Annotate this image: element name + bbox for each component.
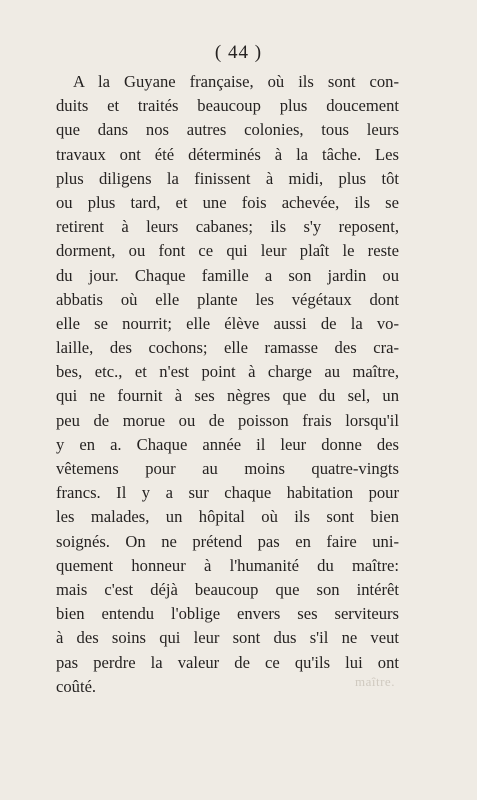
text-line: abbatis où elle plante les végétaux dont <box>56 289 399 309</box>
show-through-text: maître. <box>355 674 395 689</box>
text-line: travaux ont été déterminés à la tâche. Les <box>56 144 399 164</box>
text-line: les malades, un hôpital où ils sont bien <box>56 507 399 527</box>
text-line: qui ne fournit à ses nègres que du sel, un <box>56 386 399 406</box>
text-line: duits et traités beaucoup plus doucement <box>56 96 399 116</box>
text-line: ou plus tard, et une fois achevée, ils se <box>56 192 399 212</box>
text-line: bes, etc., et n'est point à charge au maître, <box>56 362 399 382</box>
text-line: du jour. Chaque famille a son jardin ou <box>56 265 399 285</box>
text-line: dorment, ou font ce qui leur plaît le reste <box>56 241 399 261</box>
text-line: retirent à leurs cabanes; ils s'y reposent, <box>56 217 399 237</box>
page-number: ( 44 ) <box>214 42 263 63</box>
text-line: elle se nourrit; elle élève aussi de la vo- <box>56 313 399 333</box>
text-line: quement honneur à l'humanité du maître: <box>56 555 399 575</box>
text-line: plus diligens la finissent à midi, plus tôt <box>56 168 399 188</box>
text-line: A la Guyane française, où ils sont con- <box>73 72 399 91</box>
text-line: vêtemens pour au moins quatre-vingts <box>56 459 399 478</box>
body-text <box>56 70 399 699</box>
text-line: bien entendu l'oblige envers ses serviteurs <box>56 604 399 624</box>
text-line: soignés. On ne prétend pas en faire uni- <box>56 531 399 551</box>
text-line: coûté. <box>56 676 97 696</box>
text-line: peu de morue ou de poisson frais lorsqu'il <box>56 410 399 430</box>
text-line: francs. Il y a sur chaque habitation pour <box>56 483 399 503</box>
text-line: que dans nos autres colonies, tous leurs <box>56 120 399 140</box>
text-line: pas perdre la valeur de ce qu'ils lui ont <box>56 652 399 672</box>
text-line: mais c'est déjà beaucoup que son intérêt <box>56 579 399 599</box>
text-line: y en a. Chaque année il leur donne des <box>56 434 399 454</box>
text-line: à des soins qui leur sont dus s'il ne veut <box>56 628 399 648</box>
text-line: laille, des cochons; elle ramasse des cra- <box>56 338 399 358</box>
